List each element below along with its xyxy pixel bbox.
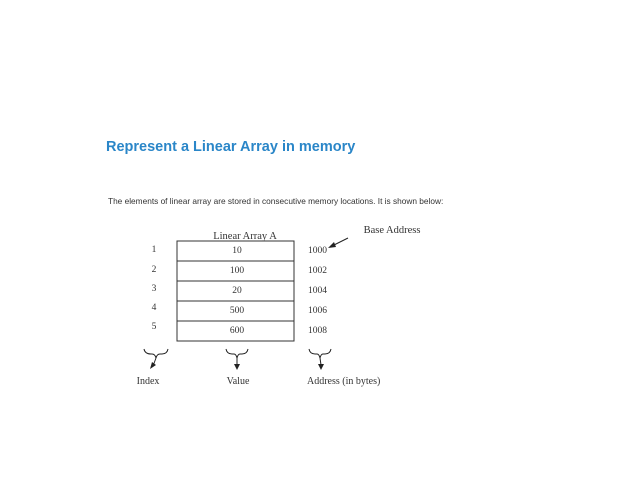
array-cell-value: 20 [232, 286, 242, 296]
base-address-arrow [328, 238, 348, 248]
index-label: 4 [151, 303, 157, 313]
array-label: Linear Array A [213, 231, 277, 242]
index-axis-label: Index [136, 376, 160, 387]
array-cell-value: 100 [229, 266, 245, 276]
address-label: 1002 [308, 266, 327, 276]
intro-text: The elements of linear array are stored in consecutive memory locations. It is shown below: [108, 196, 444, 206]
address-label: 1008 [308, 326, 327, 336]
address-label: 1004 [308, 286, 327, 296]
index-brace [144, 349, 168, 366]
address-axis-label: Address (in bytes) [307, 376, 381, 387]
value-axis-label: Value [226, 376, 250, 387]
index-label: 2 [151, 265, 157, 275]
index-arrowhead [150, 362, 156, 369]
index-label: 5 [151, 322, 157, 332]
page-title: Represent a Linear Array in memory [106, 139, 356, 155]
value-arrowhead [234, 364, 240, 370]
address-brace [309, 349, 331, 365]
base-address-label: Base Address [363, 225, 421, 236]
address-label: 1000 [308, 246, 327, 256]
value-brace [226, 349, 248, 365]
address-label: 1006 [308, 306, 327, 316]
address-arrowhead [318, 364, 324, 370]
array-cell-value: 10 [232, 246, 242, 256]
array-cell-value: 500 [229, 306, 245, 316]
array-cell-value: 600 [229, 326, 245, 336]
index-label: 3 [151, 284, 157, 294]
index-label: 1 [151, 245, 157, 255]
